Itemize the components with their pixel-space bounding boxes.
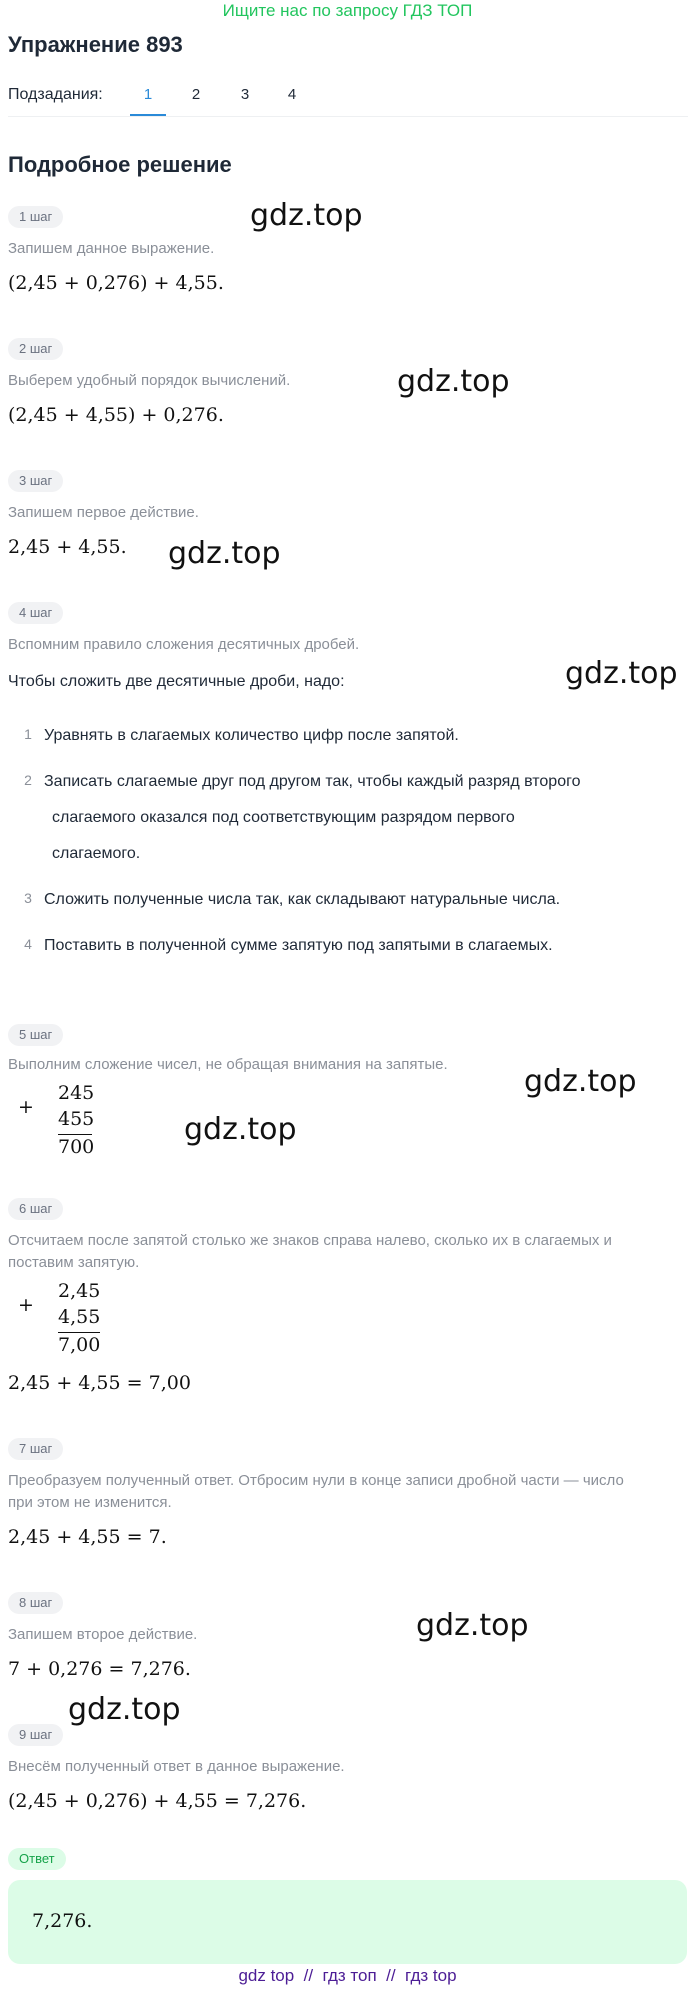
sum-line [58,1332,100,1333]
subtasks-label: Подзадания: [8,86,103,103]
solution-heading: Подробное решение [8,152,232,177]
list-number: 1 [24,726,32,742]
step-text: Отсчитаем после запятой столько же знаков справа налево, сколько их в слагаемых и [8,1232,612,1249]
list-item: Сложить полученные числа так, как складывают натуральные числа. [44,891,561,908]
watermark: gdz.top [565,656,678,691]
column-addition [18,1082,138,1162]
exercise-title: Упражнение 893 [8,32,183,57]
watermark: gdz.top [416,1608,529,1643]
list-item: слагаемого. [52,845,141,862]
plus-sign: + [18,1096,34,1118]
step-badge: 6 шаг [8,1198,63,1220]
step-text: при этом не изменится. [8,1494,172,1511]
list-item: Уравнять в слагаемых количество цифр после запятой. [44,727,459,744]
step-math: (2,45 + 4,55) + 0,276. [8,404,224,426]
sum: 700 [58,1136,95,1158]
addend: 245 [58,1082,95,1104]
step-text: Выполним сложение чисел, не обращая внимания на запятые. [8,1056,448,1073]
tab-subtask-2[interactable]: 2 [191,86,201,103]
step-badge: 9 шаг [8,1724,63,1746]
step-text: Запишем данное выражение. [8,240,215,257]
step-text: Внесём полученный ответ в данное выражение. [8,1758,345,1775]
step-text: поставим запятую. [8,1254,140,1271]
tab-subtask-1[interactable]: 1 [143,86,153,103]
sum-line [58,1134,92,1135]
step-text: Запишем второе действие. [8,1626,198,1643]
list-number: 4 [24,936,32,952]
list-number: 2 [24,772,32,788]
step-math: 7 + 0,276 = 7,276. [8,1658,191,1680]
step-badge: 4 шаг [8,602,63,624]
sum: 7,00 [58,1334,101,1356]
step-text: Вспомним правило сложения десятичных дробей. [8,636,360,653]
step-math: (2,45 + 0,276) + 4,55 = 7,276. [8,1790,307,1812]
tab-subtask-3[interactable]: 3 [240,86,250,103]
list-item: Поставить в полученной сумме запятую под запятыми в слагаемых. [44,937,553,954]
plus-sign: + [18,1294,34,1316]
watermark: gdz.top [168,536,281,571]
subtasks-tabs [8,84,688,116]
step-badge: 7 шаг [8,1438,63,1460]
step-badge: 3 шаг [8,470,63,492]
step-badge: 8 шаг [8,1592,63,1614]
answer-box [8,1880,687,1964]
step-text: Запишем первое действие. [8,504,199,521]
step-badge: 5 шаг [8,1024,63,1046]
watermark: gdz.top [397,364,510,399]
step-text: Выберем удобный порядок вычислений. [8,372,291,389]
top-banner: Ищите нас по запросу ГДЗ ТОП [222,1,473,20]
addend: 455 [58,1108,95,1130]
list-item: Записать слагаемые друг под другом так, чтобы каждый разряд второго [44,773,581,790]
tab-subtask-4[interactable]: 4 [287,86,297,103]
column-addition [18,1280,138,1360]
addend: 4,55 [58,1306,101,1328]
step-math: 2,45 + 4,55 = 7. [8,1526,167,1548]
step-math: 2,45 + 4,55 = 7,00 [8,1372,191,1394]
step-text: Преобразуем полученный ответ. Отбросим нули в конце записи дробной части — число [8,1472,624,1489]
list-item: слагаемого оказался под соответствующим разрядом первого [52,809,515,826]
rule-intro: Чтобы сложить две десятичные дроби, надо: [8,673,345,690]
answer-badge: Ответ [8,1848,66,1870]
step-math: (2,45 + 0,276) + 4,55. [8,272,224,294]
step-math: 2,45 + 4,55. [8,536,127,558]
answer-value: 7,276. [32,1910,93,1932]
list-number: 3 [24,890,32,906]
addend: 2,45 [58,1280,101,1302]
watermark: gdz.top [524,1064,637,1099]
watermark: gdz.top [250,198,363,233]
footer-links[interactable]: gdz top // гдз топ // гдз top [238,1966,457,1985]
watermark: gdz.top [184,1112,297,1147]
tabs-divider [8,116,688,117]
watermark: gdz.top [68,1692,181,1727]
step-badge: 1 шаг [8,206,63,228]
step-badge: 2 шаг [8,338,63,360]
